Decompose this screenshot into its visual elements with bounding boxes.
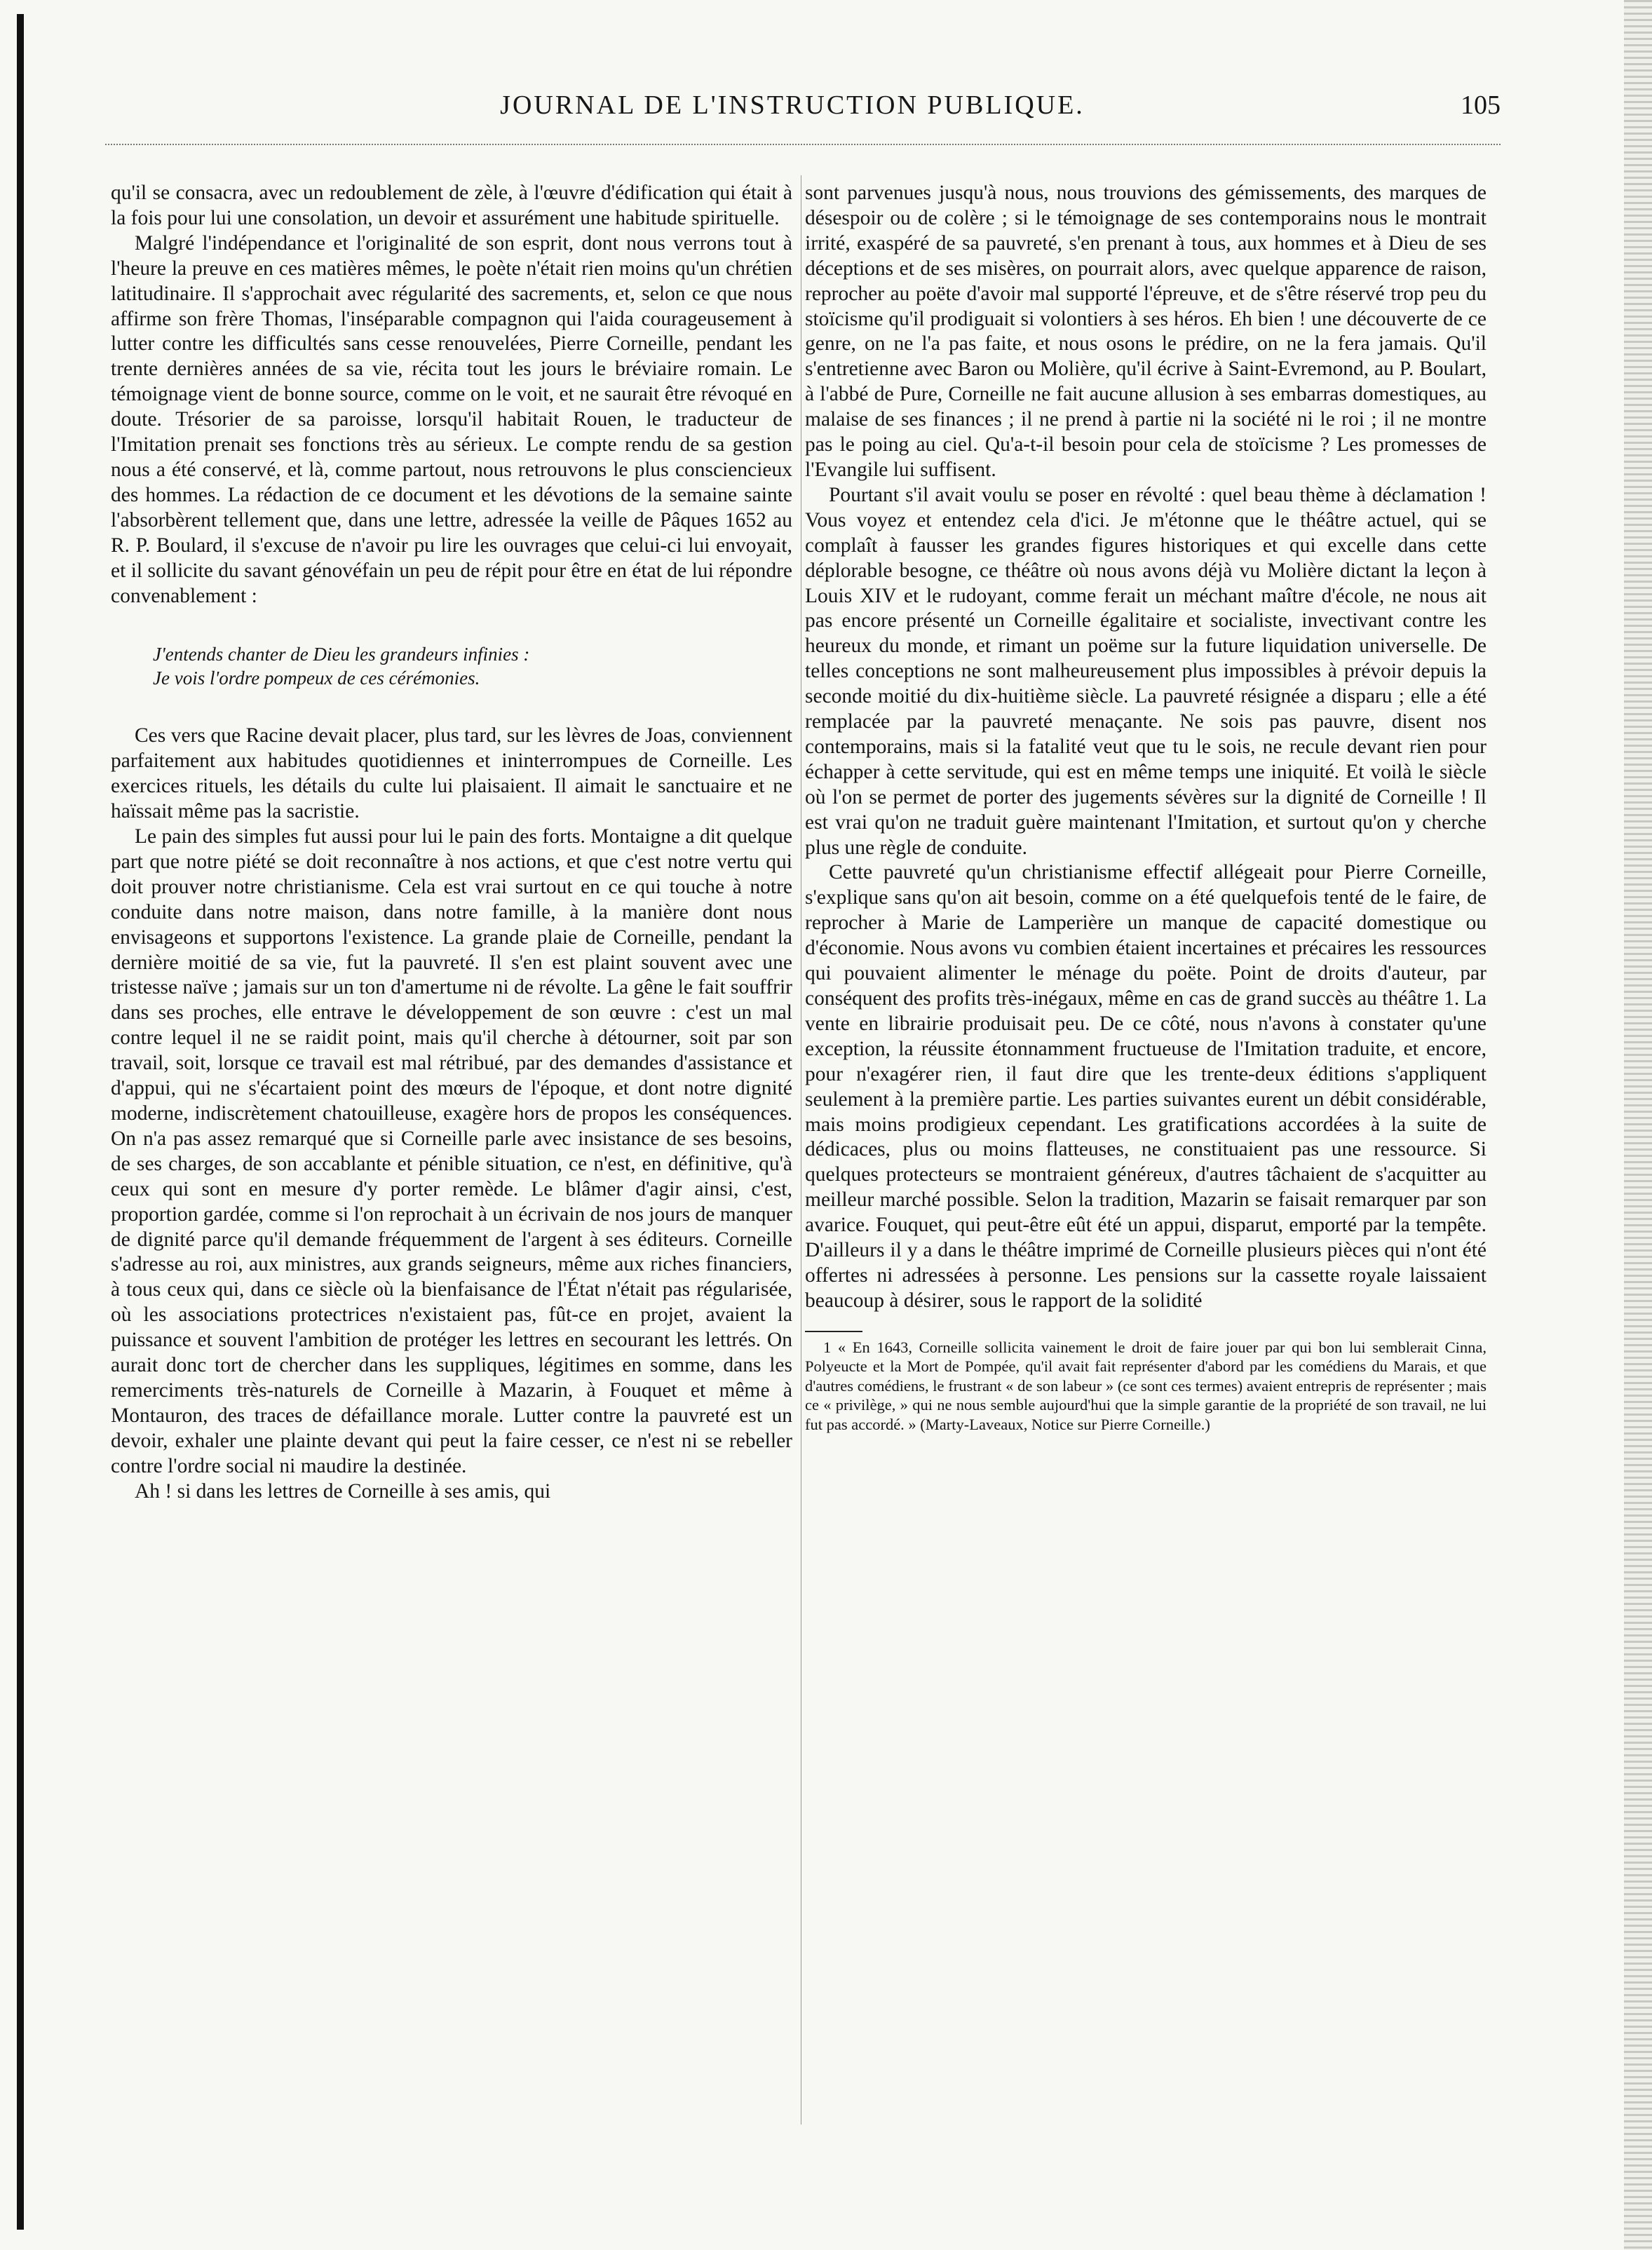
binding-edge-rule bbox=[17, 14, 24, 2230]
paragraph: Le pain des simples fut aussi pour lui le pain des forts. Montaigne a dit quelque part que notre piété se doit reconnaître à nos actions, et que c'est notre vertu qui doit prouver notre christianisme. Cela est vrai surtout en ce qui touche à notre conduite dans notre maison, dans notre famille, à la manière dont nous envisageons et supportons l'existence. La grande plaie de Corneille, pendant la dernière moitié de sa vie, fut la pauvreté. Il s'en est plaint souvent avec une tristesse naïve ; jamais sur un ton d'amertume ni de révolte. La gêne le fait souffrir dans ses proches, elle entrave le développement de son œuvre : c'est un mal contre lequel il ne se raidit point, mais qu'il cherche à détourner, soit par son travail, soit, lorsque ce travail est mal rétribué, par des demandes d'assistance et d'appui, qui ne s'écartaient point des mœurs de l'époque, et dont notre dignité moderne, indiscrètement chatouilleuse, exagère hors de propos les conséquences. On n'a pas assez remarqué que si Corneille parle avec insistance de ses besoins, de ses charges, de son accablante et pénible situation, ce n'est, en définitive, qu'à ceux qui sont en mesure d'y porter remède. Le blâmer d'agir ainsi, c'est, proportion gardée, comme si l'on reprochait à un écrivain de nos jours de manquer de dignité parce qu'il demande fréquemment de l'argent à ses éditeurs. Corneille s'adresse au roi, aux ministres, aux grands seigneurs, même aux riches financiers, à tous ceux qui, dans ce siècle où la bienfaisance de l'État n'était pas régularisée, où les associations protectrices n'existaient pas, fût-ce en projet, avaient la puissance et souvent l'ambition de protéger les lettres en secourant les lettrés. On aurait donc tort de chercher dans les suppliques, légitimes en somme, dans les remerciments très-naturels de Corneille à Mazarin, à Fouquet et même à Montauron, des traces de défaillance morale. Lutter contre la pauvreté est un devoir, exhaler une plainte devant qui peut la faire cesser, ce n'est ni se rebeller contre l'ordre social ni maudire la destinée. bbox=[111, 825, 792, 1477]
paragraph: Malgré l'indépendance et l'originalité de son esprit, dont nous verrons tout à l'heure la preuve en ces matières mêmes, le poète n'était rien moins qu'un chrétien latitudinaire. Il s'approchait avec régularité des sacrements, et, selon ce que nous affirme son frère Thomas, l'inséparable compagnon qui l'aida courageusement à lutter contre les difficultés sans cesse renouvelées, Pierre Corneille, pendant les trente dernières années de sa vie, récita tout les jours le bréviaire romain. Le témoignage vient de bonne source, comme on le voit, et ne saurait être révoqué en doute. Trésorier de sa paroisse, lorsqu'il habitait Rouen, le traducteur de l'Imitation prenait ses fonctions très au sérieux. Le compte rendu de sa gestion nous a été conservé, et là, comme partout, nous retrouvons le plus consciencieux des hommes. La rédaction de ce document et les dévotions de la semaine sainte l'absorbèrent tellement que, dans une lettre, adressée la veille de Pâques 1652 au R. P. Boulard, il s'excuse de n'avoir pu lire les ouvrages que celui-ci lui envoyait, et il sollicite du savant génovéfain un peu de répit pour être en état de lui répondre convenablement : bbox=[111, 231, 792, 607]
paragraph: Ces vers que Racine devait placer, plus tard, sur les lèvres de Joas, conviennent parfaitement aux habitudes quotidiennes et ininterrompues de Corneille. Les exercices rituels, les détails du culte lui plaisaient. Il aimait le sanctuaire et ne haïssait même pas la sacristie. bbox=[111, 724, 792, 823]
header-rule bbox=[105, 144, 1501, 145]
paragraph: sont parvenues jusqu'à nous, nous trouvions des gémissements, des marques de désespoir ou de colère ; si le témoignage de ses contemporains nous le montrait irrité, exaspéré de sa pauvreté, s'en prenant à tous, aux hommes et à Dieu de ses déceptions et de ses misères, on pourrait alors, avec quelque apparence de raison, reprocher au poëte d'avoir mal supporté l'épreuve, et de s'être réservé trop peu du stoïcisme qu'il prodiguait si volontiers à ses héros. Eh bien ! une découverte de ce genre, on ne l'a pas faite, et nous osons le prédire, on ne la fera jamais. Qu'il s'entretienne avec Baron ou Molière, qu'il écrive à Saint-Evremond, au P. Boulart, à l'abbé de Pure, Corneille ne fait aucune allusion à ses embarras domestiques, au malaise de ses finances ; il ne prend à partie ni la société ni le roi ; il ne montre pas le poing au ciel. Qu'a-t-il besoin pour cela de stoïcisme ? Les promesses de l'Evangile lui suffisent. bbox=[805, 182, 1487, 481]
page-edge-shadow bbox=[1624, 0, 1652, 2250]
paragraph: Ah ! si dans les lettres de Corneille à ses amis, qui bbox=[135, 1479, 551, 1503]
paragraph: Pourtant s'il avait voulu se poser en révolté : quel beau thème à déclamation ! Vous voyez et entendez cela d'ici. Je m'étonne que le théâtre actuel, qui se complaît à fausser les grandes figures historiques et qui excelle dans cette déplorable besogne, ce théâtre où nous avons déjà vu Molière dictant la leçon à Louis XIV et le rudoyant, comme ferait un méchant maître d'école, ne nous ait pas encore présenté un Corneille égalitaire et socialiste, invectivant contre les heureux du monde, et rimant un poëme sur la future liquidation universelle. De telles conceptions ne sont malheureusement plus impossibles à prévoir depuis la seconde moitié du dix-huitième siècle. La pauvreté résignée a disparu ; elle a été remplacée par la pauvreté menaçante. Ne sois pas pauvre, disent nos contemporains, mais si la fatalité veut que tu le sois, ne recule devant rien pour échapper à cette servitude, qui est en même temps une iniquité. Et voilà le siècle où l'on se permet de porter des jugements sévères sur la dignité de Corneille ! Il est vrai qu'on ne traduit guère maintenant l'Imitation, et surtout qu'on y cherche plus une règle de conduite. bbox=[805, 483, 1487, 859]
paragraph: Cette pauvreté qu'un christianisme effectif allégeait pour Pierre Corneille, s'explique sans qu'on ait besoin, comme on a été quelquefois tenté de le faire, de reprocher à Marie de Lamperière un manque de capacité domestique ou d'économie. Nous avons vu combien étaient incertaines et précaires les ressources qui pouvaient alimenter le ménage du poëte. Point de droits d'auteur, par conséquent des profits très-inégaux, même en cas de grand succès au théâtre 1. La vente en librairie produisait peu. De ce côté, nous n'avons à constater qu'une exception, la réussite étonnamment fructueuse de l'Imitation traduite, et encore, pour n'exagérer rien, il faut dire que les trente-deux éditions s'appliquent seulement à la première partie. Les parties suivantes eurent un débit considérable, mais moins prodigieux cependant. Les gratifications accordées à la suite de dédicaces, plus ou moins flatteuses, ne constituaient pas une ressource. Si quelques protecteurs se montraient généreux, d'autres tâchaient de s'acquitter au meilleur marché possible. Selon la tradition, Mazarin se faisait remarquer par son avarice. Fouquet, qui peut-être eût été un appui, disparut, emporté par la tempête. D'ailleurs il y a dans le théâtre imprimé de Corneille plusieurs pièces qui n'ont été offertes ni adressées à personne. Les pensions sur la cassette royale laissaient beaucoup à désirer, sous le rapport de la solidité bbox=[805, 861, 1487, 1312]
right-column bbox=[805, 181, 1487, 1434]
page-number: 105 bbox=[1461, 90, 1501, 120]
left-column bbox=[111, 181, 792, 1505]
running-header bbox=[84, 83, 1501, 132]
verse-line: J'entends chanter de Dieu les grandeurs infinies : bbox=[153, 644, 530, 665]
journal-title: JOURNAL DE L'INSTRUCTION PUBLIQUE. bbox=[500, 90, 1085, 120]
verse-quote bbox=[153, 642, 792, 690]
paragraph: qu'il se consacra, avec un redoublement de zèle, à l'œuvre d'édification qui était à la fois pour lui une consolation, un devoir et assurément une habitude spirituelle. bbox=[111, 182, 792, 229]
verse-line: Je vois l'ordre pompeux de ces cérémonies. bbox=[153, 667, 480, 689]
footnote: 1 « En 1643, Corneille sollicita vainement le droit de faire jouer par qui bon lui semblerait Cinna, Polyeucte et la Mort de Pompée, qu'il avait fait représenter d'abord par les comédiens du Marais, et que d'autres comédiens, le frustrant « de son labeur » (ce sont ces termes) avaient entrepris de représenter ; mais ce « privilège, » qui ne nous semble aujourd'hui que la simple garantie de la propriété de son travail, ne lui fut pas accordé. » (Marty-Laveaux, Notice sur Pierre Corneille.) bbox=[805, 1338, 1487, 1433]
footnote-rule bbox=[805, 1331, 862, 1332]
